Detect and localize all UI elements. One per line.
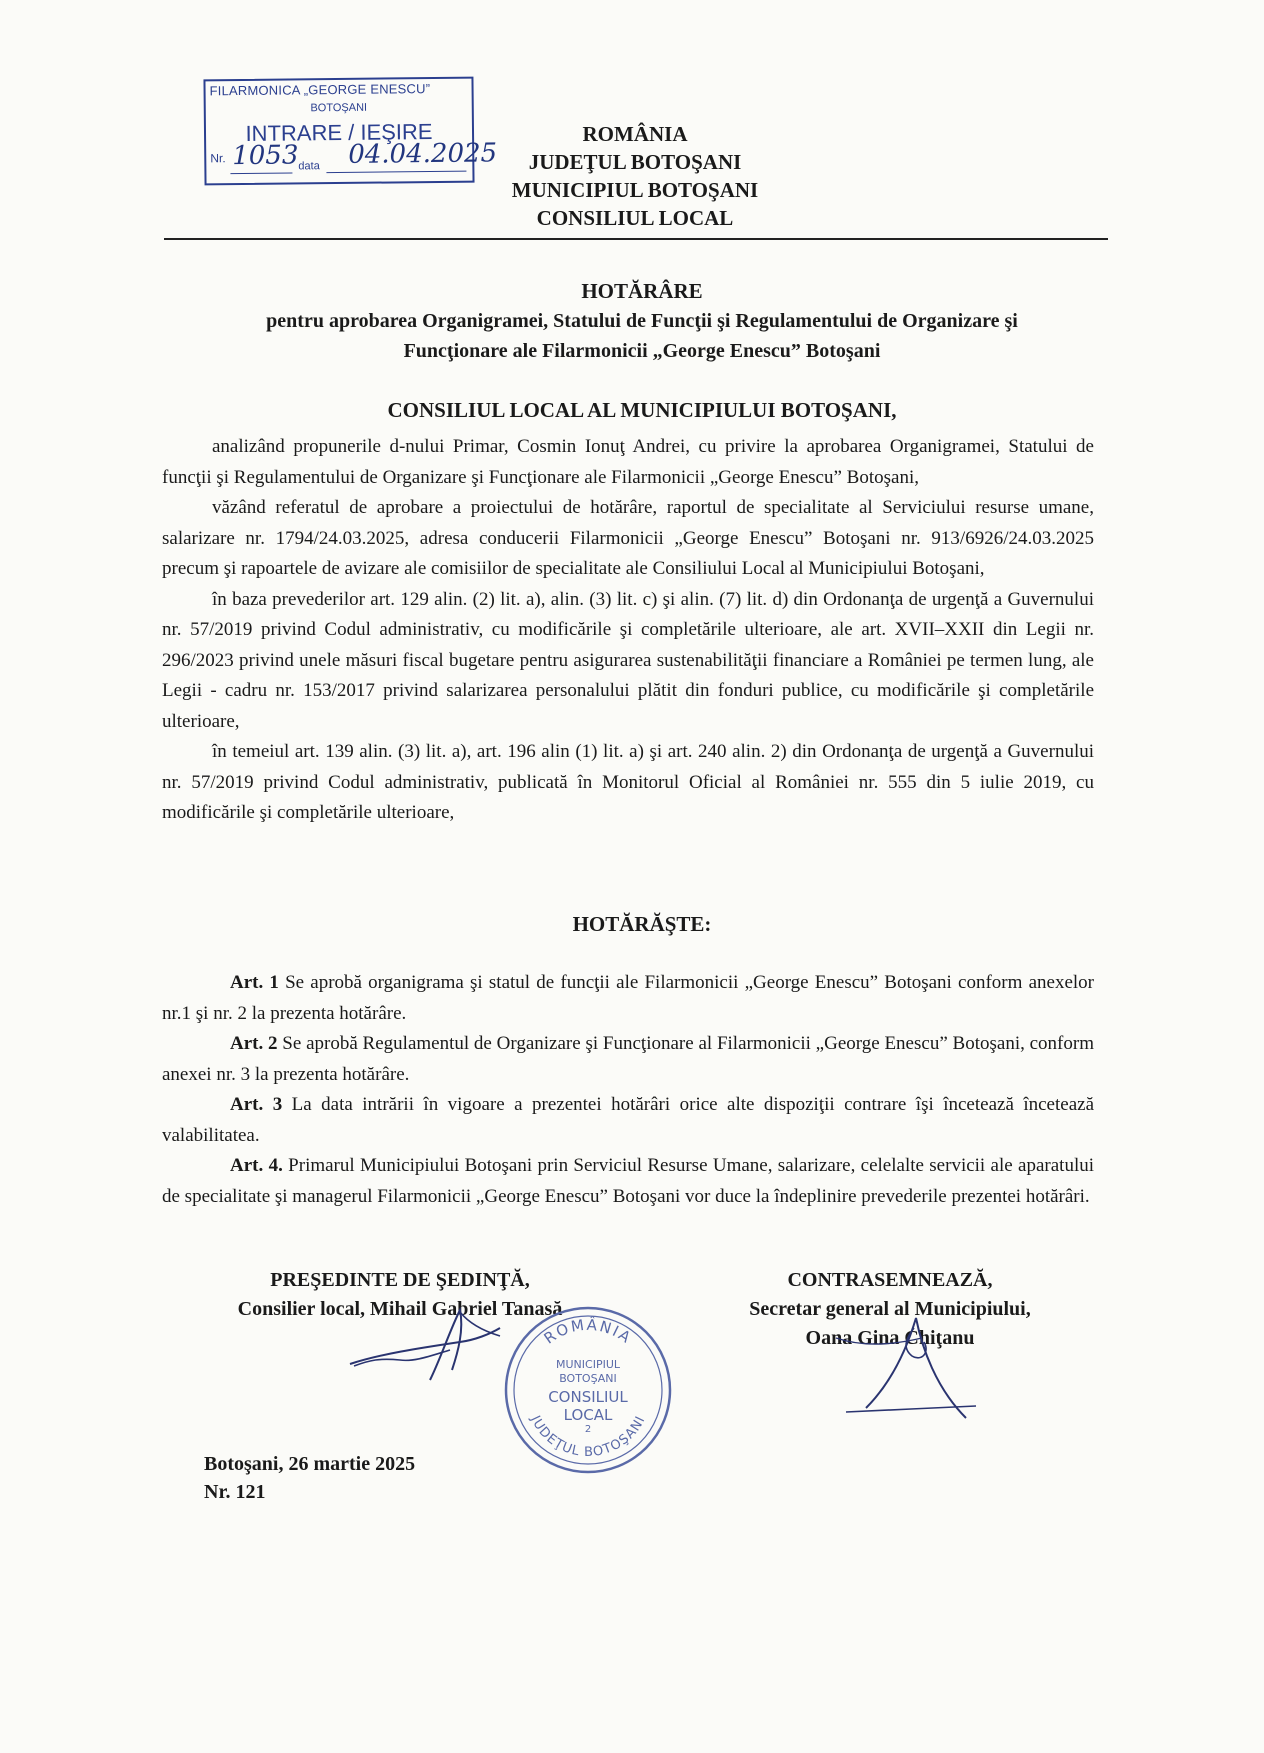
document-subtitle-line2: Funcţionare ale Filarmonicii „George Enescu” Botoşani [403, 340, 881, 362]
document-header [465, 120, 805, 232]
preamble-paragraph: în baza prevederilor art. 129 alin. (2) lit. a), alin. (3) lit. c) şi alin. (7) lit. d) din Ordonanţa de urgenţă a Guvernului nr. 57/2019 privind Codul administrativ, cu modificările şi completările ulterioare, ale art. XVII–XXII din Legii nr. 296/2023 privind unele măsuri fiscal bugetare pentru asigurarea sustenabilităţii financiare a României pe termen lung, ale Legii - cadru nr. 153/2017 privind salarizarea personalului plătit din fonduri publice, cu modificările şi completările ulterioare, [162, 588, 1094, 732]
article-label: Art. 2 [230, 1033, 278, 1054]
stamp-nr-value: 1053 [232, 140, 299, 172]
decision-number: Nr. 121 [204, 1481, 266, 1503]
article-text: Se aprobă organigrama şi statul de funcţii ale Filarmonicii „George Enescu” Botoşani conform anexelor nr.1 şi nr. 2 la prezenta hotărâre. [162, 972, 1094, 1024]
secretary-signature [826, 1308, 986, 1428]
article-text: La data intrării în vigoare a prezentei hotărâri orice alte dispoziţii contrare îşi încetează încetează valabilitatea. [162, 1094, 1094, 1146]
header-municipality: MUNICIPIUL BOTOŞANI [511, 178, 759, 202]
document-title: HOTĂRÂRE [581, 279, 703, 303]
stamp-city: BOTOŞANI [310, 101, 368, 115]
svg-text:ROMÂNIA [541, 1315, 636, 1348]
seal-top-text: ROMÂNIA [540, 1315, 636, 1348]
header-country: ROMÂNIA [582, 122, 688, 146]
decision-heading: HOTĂRĂŞTE: [572, 912, 712, 936]
secretary-title: CONTRASEMNEAZĂ, [787, 1269, 993, 1291]
header-divider [164, 238, 1108, 240]
article [162, 968, 1094, 1029]
registration-stamp [203, 77, 498, 186]
stamp-data-underline [326, 171, 466, 173]
article [162, 1029, 1094, 1090]
stamp-institution: FILARMONICA „GEORGE ENESCU” [209, 81, 431, 99]
article-text: Primarul Municipiului Botoşani prin Serviciul Resurse Umane, salarizare, celelalte servicii ale aparatului de specialitate şi managerul Filarmonicii „George Enescu” Botoşani vor duce la îndeplinire prevederile prezentei hotărâri. [162, 1155, 1095, 1207]
seal-bottom-text: JUDEŢUL BOTOŞANI [527, 1413, 649, 1461]
article [162, 1151, 1094, 1212]
article-text: Se aprobă Regulamentul de Organizare şi Funcţionare al Filarmonicii „George Enescu” Botoşani, conform anexei nr. 3 la prezenta hotărâre. [162, 1033, 1094, 1085]
seal-number: 2 [584, 1424, 592, 1435]
stamp-data-value: 04.04.2025 [348, 138, 498, 170]
seal-council: CONSILIUL [548, 1388, 628, 1406]
council-seal [498, 1298, 678, 1478]
seal-municipality: MUNICIPIUL [556, 1358, 620, 1371]
preamble-paragraph: în temeiul art. 139 alin. (3) lit. a), art. 196 alin (1) lit. a) şi art. 240 alin. 2) din Ordonanţa de urgenţă a Guvernului nr. 57/2019 privind Codul administrativ, publicată în Monitorul Oficial al României nr. 555 din 5 iulie 2019, cu modificările şi completările ulterioare, [162, 741, 1094, 823]
president-title: PREŞEDINTE DE ŞEDINŢĂ, [270, 1269, 530, 1291]
stamp-data-label: data [298, 160, 320, 173]
preamble [162, 432, 1094, 829]
preamble-paragraph: analizând propunerile d-nului Primar, Cosmin Ionuţ Andrei, cu privire la aprobarea Organigramei, Statului de funcţii şi Regulamentului de Organizare şi Funcţionare ale Filarmonicii „George Enescu” Botoşani, [162, 436, 1094, 488]
article-label: Art. 1 [230, 972, 279, 993]
secretary-name: Oana Gina Chiţanu [805, 1327, 975, 1349]
president-name: Consilier local, Mihail Gabriel Tanasă [237, 1298, 563, 1320]
header-county: JUDEŢUL BOTOŞANI [528, 150, 742, 174]
article-label: Art. 3 [230, 1094, 283, 1115]
seal-local: LOCAL [563, 1406, 613, 1424]
seal-city: BOTOŞANI [559, 1372, 617, 1385]
council-heading: CONSILIUL LOCAL AL MUNICIPIULUI BOTOŞANI, [387, 398, 897, 422]
secretary-role: Secretar general al Municipiului, [749, 1298, 1031, 1320]
document-footer [204, 1450, 415, 1506]
articles [162, 968, 1094, 1212]
article [162, 1090, 1094, 1151]
preamble-paragraph: văzând referatul de aprobare a proiectului de hotărâre, raportul de specialitate al Serviciului resurse umane, salarizare nr. 1794/24.03.2025, adresa conducerii Filarmonicii „George Enescu” Botoşani nr. 913/6926/24.03.2025 precum şi rapoartele de avizare ale comisiilor de specialitate ale Consiliului Local al Municipiului Botoşani, [162, 497, 1094, 579]
header-council: CONSILIUL LOCAL [536, 206, 734, 230]
stamp-nr-label: Nr. [210, 151, 226, 166]
document-subtitle-line1: pentru aprobarea Organigramei, Statului de Funcţii şi Regulamentului de Organizare şi [266, 310, 1018, 332]
stamp-heading: INTRARE / IEŞIRE [245, 119, 433, 146]
article-label: Art. 4. [230, 1155, 283, 1176]
place-and-date: Botoşani, 26 martie 2025 [204, 1453, 416, 1475]
stamp-nr-underline [230, 172, 292, 174]
